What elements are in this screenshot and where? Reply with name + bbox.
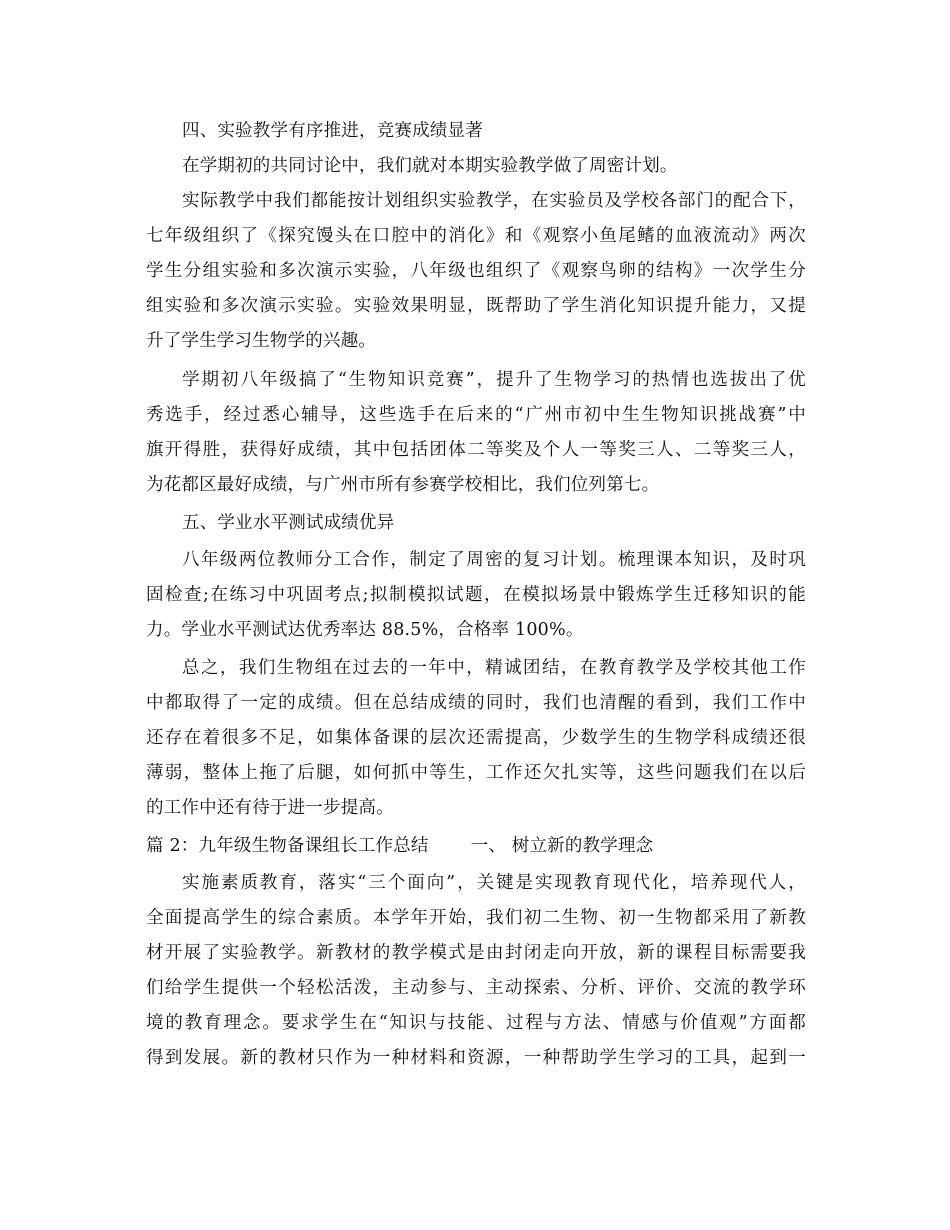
section-heading: 五、学业水平测试成绩优异	[182, 513, 395, 533]
paragraph-line: 总之，我们生物组在过去的一年中，精诚团结，在教育教学及学校其他工作	[182, 658, 806, 678]
paragraph-line: 薄弱，整体上拖了后腿，如何抓中等生，工作还欠扎实等，这些问题我们在以后	[146, 763, 806, 783]
paragraph-line: 学期初八年级搞了“生物知识竞赛”，提升了生物学习的热情也选拔出了优	[182, 370, 806, 390]
section-heading: 四、实验教学有序推进，竞赛成绩显著	[182, 121, 483, 141]
paragraph-line: 力。学业水平测试达优秀率达 88.5%，合格率 100%。	[146, 620, 584, 640]
paragraph-line: 全面提高学生的综合素质。本学年开始，我们初二生物、初一生物都采用了新教	[146, 908, 806, 928]
paragraph-line: 们给学生提供一个轻松活泼，主动参与、主动探索、分析、评价、交流的教学环	[146, 978, 806, 998]
paragraph-line: 实际教学中我们都能按计划组织实验教学，在实验员及学校各部门的配合下，	[182, 191, 806, 211]
paragraph-line: 材开展了实验教学。新教材的教学模式是由封闭走向开放，新的课程目标需要我	[146, 943, 806, 963]
paragraph-line: 固检查;在练习中巩固考点;拟制模拟试题，在模拟场景中锻炼学生迁移知识的能	[146, 585, 806, 605]
paragraph-line: 升了学生学习生物学的兴趣。	[146, 331, 377, 351]
paragraph-line: 为花都区最好成绩，与广州市所有参赛学校相比，我们位列第七。	[146, 475, 660, 495]
paragraph-line: 学生分组实验和多次演示实验，八年级也组织了《观察鸟卵的结构》一次学生分	[146, 261, 806, 281]
paragraph-line: 中都取得了一定的成绩。但在总结成绩的同时，我们也清醒的看到，我们工作中	[146, 693, 806, 713]
paragraph-line: 得到发展。新的教材只作为一种材料和资源，一种帮助学生学习的工具，起到一	[146, 1048, 806, 1068]
article-title: 篇 2：九年级生物备课组长工作总结	[146, 836, 429, 856]
paragraph-line: 在学期初的共同讨论中，我们就对本期实验教学做了周密计划。	[182, 156, 678, 176]
paragraph-line: 还存在着很多不足，如集体备课的层次还需提高，少数学生的生物学科成绩还很	[146, 728, 806, 748]
article-subheading: 一、 树立新的教学理念	[470, 836, 654, 856]
paragraph-line: 实施素质教育，落实“三个面向”，关键是实现教育现代化，培养现代人，	[182, 873, 806, 893]
paragraph-line: 秀选手，经过悉心辅导，这些选手在后来的“广州市初中生生物知识挑战赛”中	[146, 405, 806, 425]
paragraph-line: 七年级组织了《探究馒头在口腔中的消化》和《观察小鱼尾鳍的血液流动》两次	[146, 226, 806, 246]
paragraph-line: 境的教育理念。要求学生在“知识与技能、过程与方法、情感与价值观”方面都	[146, 1013, 806, 1033]
paragraph-line: 的工作中还有待于进一步提高。	[146, 798, 394, 818]
article-title-line	[146, 834, 806, 858]
paragraph-line: 旗开得胜，获得好成绩，其中包括团体二等奖及个人一等奖三人、二等奖三人，	[146, 440, 806, 460]
paragraph-line: 组实验和多次演示实验。实验效果明显，既帮助了学生消化知识提升能力，又提	[146, 296, 806, 316]
paragraph-line: 八年级两位教师分工合作，制定了周密的复习计划。梳理课本知识，及时巩	[182, 550, 806, 570]
